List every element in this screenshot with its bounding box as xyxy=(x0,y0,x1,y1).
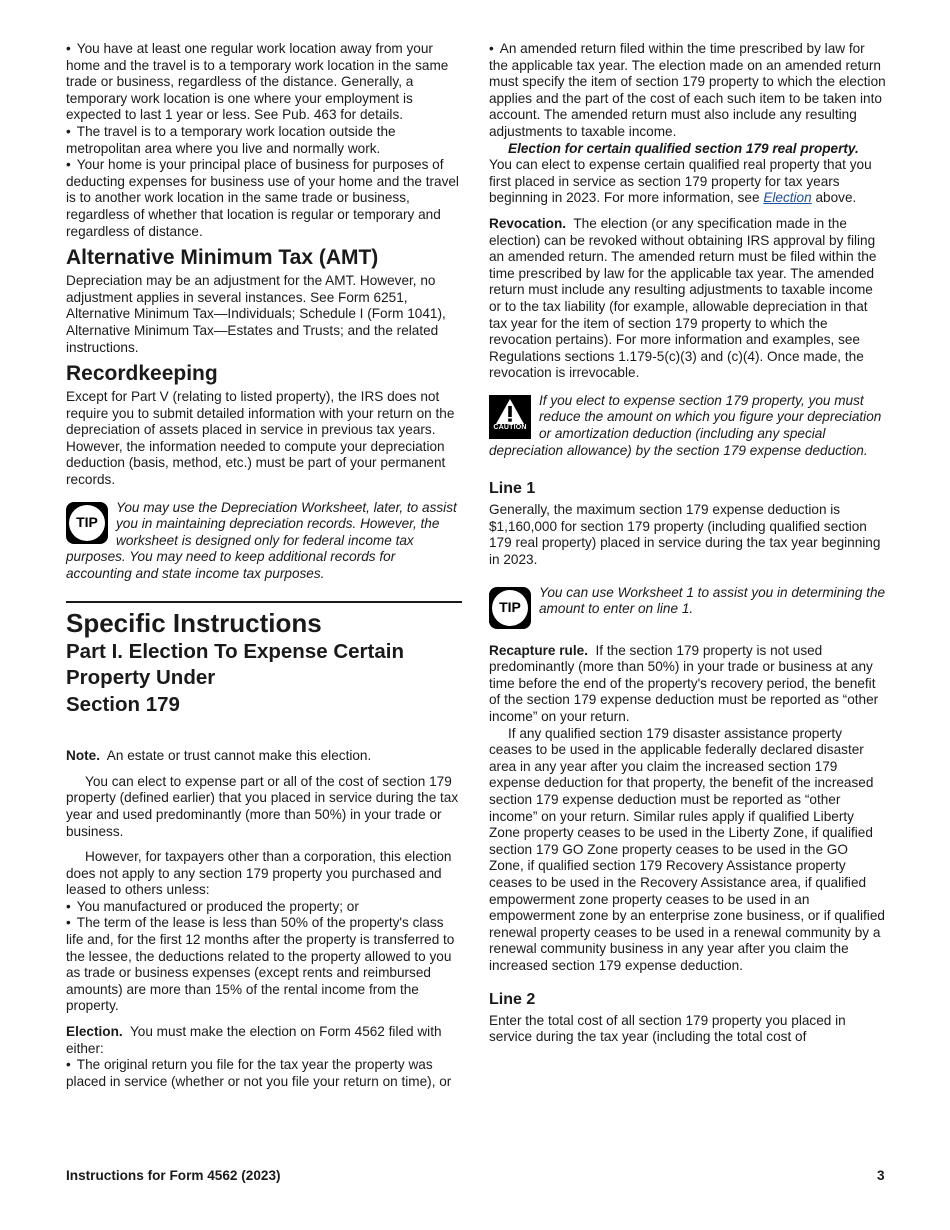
bullet-item: • The term of the lease is less than 50% of the property's class life and, for the first 12 months after the property is transferred to the lessee, the deductions related to the property allowed to you as trade or business expenses (except rents and reimbursed amounts) are more than 15% of the rental income from the property. xyxy=(66,915,462,1015)
line-1-paragraph: Generally, the maximum section 179 expense deduction is $1,160,000 for section 179 property (including qualified section 179 real property) placed in service during the tax year beginning in 2023. xyxy=(489,502,881,568)
revocation-paragraph: Revocation. The election (or any specification made in the election) can be revoked without obtaining IRS approval by filing an amended return. The amended return must be filed within the time prescribed by law for the applicable tax year. The amended return must include any resulting adjustments to taxable income or to the tax liability (for example, allowable depreciation in that tax year for the item of section 179 property to which the revocation pertains). For more information and examples, see Regulations sections 1.179-5(c)(3) and (c)(4). Once made, the revocation is irrevocable. xyxy=(489,215,877,381)
disaster-paragraph: If any qualified section 179 disaster assistance property ceases to be used in the applicable federally declared disaster area in any year after you claim the increased section 179 expense deduction for that property, the benefit of the increased section 179 expense deduction must be reported as “other income” on your return. Similar rules apply if qualified Liberty Zone property ceases to be used in the Liberty Zone, if qualified section 179 GO Zone property ceases to be used in the GO Zone, if qualified section 179 Recovery Assistance property ceases to be used in the Recovery Assistance area, if qualified empowerment zone property ceases to be used in an empowerment zone by an enterprise zone business, or if qualified renewal property ceases to be used in a renewal community by a renewal community business in any year after you claim the increased section 179 expense deduction. xyxy=(489,725,885,973)
left-column xyxy=(66,41,462,1090)
bullet-item: • The original return you file for the tax year the property was placed in service (whether or not you file your return on time), or xyxy=(66,1057,462,1090)
tip-note xyxy=(489,585,886,631)
specific-instructions-heading: Specific Instructions xyxy=(66,607,322,638)
amt-paragraph: Depreciation may be an adjustment for the AMT. However, no adjustment applies in several instances. See Form 6251, Alternative Minimum Tax—Individuals; Schedule I (Form 1041), Alternative Minimum Tax—Estates and Trusts; and the related instructions. xyxy=(66,273,446,355)
caution-icon: CAUTION xyxy=(489,395,531,439)
bullet-item: • An amended return filed within the time prescribed by law for the applicable tax year. The election made on an amended return must specify the item of section 179 property to which the election applies and the part of the cost of each such item to be taken into account. The amended return must also include any resulting adjustments to taxable income. xyxy=(489,41,886,141)
tip-text: You may use the Depreciation Worksheet, later, to assist you in maintaining depreciation records. However, the worksheet is designed only for federal income tax purposes. You may need to keep additional records for accounting and state income tax purposes. xyxy=(66,499,457,582)
bullet-item: • Your home is your principal place of business for purposes of deducting expenses for business use of your home and the travel is to another work location in the same trade or business, regardless of whether that location is regular or temporary and regardless of distance. xyxy=(66,157,462,240)
line-2-heading: Line 2 xyxy=(489,990,536,1008)
tip-note xyxy=(66,500,462,583)
election-link[interactable]: Election xyxy=(763,190,812,206)
recordkeeping-heading: Recordkeeping xyxy=(66,362,218,386)
qualified-property-paragraph: Election for certain qualified section 179 real property. You can elect to expense certain qualified real property that you first placed in service as section 179 property for tax years beginning in 2023. For more information, see Election above. xyxy=(489,140,872,206)
caution-text: If you elect to expense section 179 property, you must reduce the amount on which you figure your depreciation or amortization deduction (including any special depreciation allowance) by the section 179 expense deduction. xyxy=(489,392,882,458)
election-paragraph: Election. You must make the election on Form 4562 filed with either: xyxy=(66,1024,442,1056)
amt-heading: Alternative Minimum Tax (AMT) xyxy=(66,246,379,270)
line-1-heading: Line 1 xyxy=(489,480,536,498)
bullet-item: • You have at least one regular work location away from your home and the travel is to a temporary work location in the same trade or business, regardless of the distance. Generally, a temporary work location is one where your employment is expected to last 1 year or less. See Pub. 463 for details. xyxy=(66,41,462,124)
tip-icon: TIP xyxy=(489,587,531,629)
recapture-paragraph: Recapture rule. If the section 179 property is not used predominantly (more than 50%) in your trade or business at any time before the end of the property's recovery period, the benefit of the section 179 expense deduction must be reported as “other income” on your return. xyxy=(489,642,879,724)
caution-note xyxy=(489,393,886,459)
tip-text: You can use Worksheet 1 to assist you in determining the amount to enter on line 1. xyxy=(539,584,886,617)
part-i-heading: Part I. Election To Expense Certain Property Under Section 179 xyxy=(66,639,404,716)
tip-icon: TIP xyxy=(66,502,108,544)
section-divider xyxy=(66,601,462,603)
right-column xyxy=(489,41,886,1046)
page-number: 3 xyxy=(877,1168,885,1183)
footer-title: Instructions for Form 4562 (2023) xyxy=(66,1168,281,1183)
recordkeeping-paragraph: Except for Part V (relating to listed property), the IRS does not require you to submit detailed information with your return on the depreciation of assets placed in service in previous tax years. However, the information needed to compute your depreciation deduction (basis, method, etc.) must be part of your permanent records. xyxy=(66,389,455,488)
election-intro-paragraph: You can elect to expense part or all of the cost of section 179 property (defined earlier) that you placed in service during the tax year and used predominantly (more than 50%) in your trade or business. xyxy=(66,773,459,839)
line-2-paragraph: Enter the total cost of all section 179 property you placed in service during the tax year (including the total cost of xyxy=(489,1012,846,1045)
lease-paragraph: However, for taxpayers other than a corporation, this election does not apply to any section 179 property you purchased and leased to others unless: xyxy=(66,849,452,898)
note-paragraph: Note. An estate or trust cannot make this election. xyxy=(66,748,372,764)
bullet-item: • You manufactured or produced the property; or xyxy=(66,899,462,916)
bullet-item: • The travel is to a temporary work location outside the metropolitan area where you live and normally work. xyxy=(66,124,462,157)
